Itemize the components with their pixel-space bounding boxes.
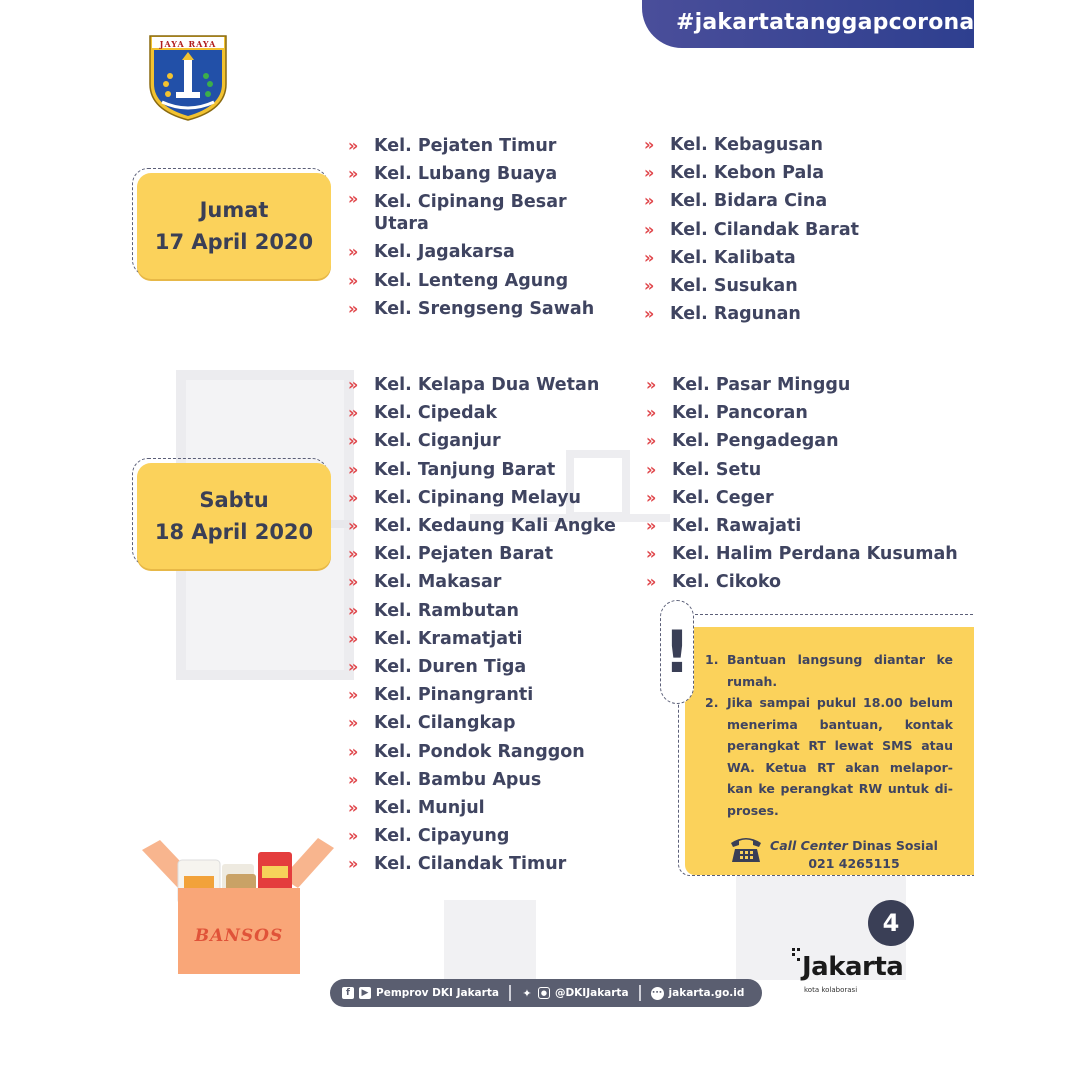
list-item: » Kel. Pondok Ranggon [348,741,585,762]
info-item: 2. Jika sampai pukul 18.00 belum menerima bantuan, kontak perangkat RT lewat SMS atau WA. Ketua RT akan melapor-kan ke perangkat RW untuk di-proses. [705,695,953,818]
list-item: » Kel. Kelapa Dua Wetan [348,375,600,395]
list-item: » Kel. Pejaten Barat [348,544,554,565]
list-item: » Kel. Munjul [348,798,485,819]
day-card-jumat [132,168,328,276]
list-item: » Kel. Kedaung Kali Angke [348,516,616,537]
list-item: » Kel. Ceger [646,487,774,508]
globe-icon: ∙∙∙ [651,988,663,998]
list-item: » Kel. Tanjung Barat [348,459,556,480]
brand-name: Jakarta [802,952,904,982]
info-box [678,614,974,876]
list-item: » Kel. Susukan [644,276,798,297]
list-item: » Kel. Pejaten Timur [348,136,557,156]
list-item: » Kel. Kebagusan [644,135,823,155]
list-item: » Kel. Bidara Cina [644,191,828,212]
bansos-label: BANSOS [194,926,284,946]
info-item: 1. Bantuan langsung diantar ke rumah. [705,652,953,689]
footer-fb-text: Pemprov DKI Jakarta [376,987,499,999]
list-item: » Kel. Srengseng Sawah [348,298,595,319]
brand-tagline: kota kolaborasi [804,986,858,994]
list-item: » Kel. Lubang Buaya [348,164,558,185]
day-date: 17 April 2020 [154,230,314,254]
day2-list-left [348,371,628,879]
list-item: » Kel. Ciganjur [348,431,501,452]
list-item: » Kel. Pancoran [646,403,808,424]
list-item: » Kel. Halim Perdana Kusumah [646,544,958,565]
youtube-icon: ▶ [359,987,371,999]
bg-gift [444,900,536,980]
day-date: 18 April 2020 [154,520,314,544]
list-item: » Kel. Cipinang Besar Utara [348,189,567,235]
footer-divider [509,985,511,1001]
day-card-sabtu [132,458,328,566]
list-item: » Kel. Cipayung [348,826,510,847]
list-item: » Kel. Rambutan [348,600,519,621]
footer-twitter-instagram[interactable] [521,987,629,999]
footer-tw-text: @DKIJakarta [554,987,629,999]
page-number: 4 [868,900,914,946]
facebook-icon: f [342,987,354,999]
social-footer [330,979,762,1007]
list-item: » Kel. Jagakarsa [348,242,515,263]
day2-list-right [646,371,966,597]
list-item: » Kel. Cilandak Timur [348,854,567,875]
info-list [705,649,953,821]
twitter-icon: ✦ [522,986,532,1000]
jakarta-emblem [148,34,228,122]
call-center [749,837,959,873]
list-item: » Kel. Cilangkap [348,713,516,734]
hashtag-banner: #jakartatanggapcorona [642,0,974,48]
emblem-motto: JAYA RAYA [159,39,217,49]
call-center-label: Call Center [770,838,848,853]
list-item: » Kel. Duren Tiga [348,657,527,678]
bansos-box [178,888,300,974]
footer-website[interactable] [651,987,745,1000]
list-item: » Kel. Cilandak Barat [644,219,859,240]
footer-divider [639,985,641,1001]
list-item: » Kel. Kalibata [644,247,796,268]
list-item: » Kel. Lenteng Agung [348,270,569,291]
list-item: » Kel. Makasar [348,572,502,593]
list-item: » Kel. Pengadegan [646,431,839,452]
jakarta-brand-logo [792,948,922,998]
list-item: » Kel. Ragunan [644,304,801,325]
day-name: Jumat [199,198,269,222]
day1-list-left [348,132,598,323]
list-item: » Kel. Cipedak [348,403,498,424]
exclamation-icon: ! [660,600,694,704]
list-item: » Kel. Pinangranti [348,685,534,706]
list-item: » Kel. Pasar Minggu [646,375,851,395]
list-item: » Kel. Cipinang Melayu [348,487,581,508]
day1-list-right [644,131,944,328]
list-item: » Kel. Bambu Apus [348,769,542,790]
footer-facebook-youtube[interactable] [342,987,499,999]
list-item: » Kel. Rawajati [646,516,802,537]
list-item: » Kel. Kramatjati [348,628,523,649]
day-name: Sabtu [199,488,269,512]
list-item: » Kel. Setu [646,459,762,480]
call-center-phone[interactable]: 021 4265115 [808,856,900,871]
footer-web-text: jakarta.go.id [668,987,745,999]
instagram-icon: ● [538,987,550,999]
list-item: » Kel. Kebon Pala [644,163,825,184]
list-item: » Kel. Cikoko [646,572,782,593]
call-center-org: Dinas Sosial [852,838,938,853]
